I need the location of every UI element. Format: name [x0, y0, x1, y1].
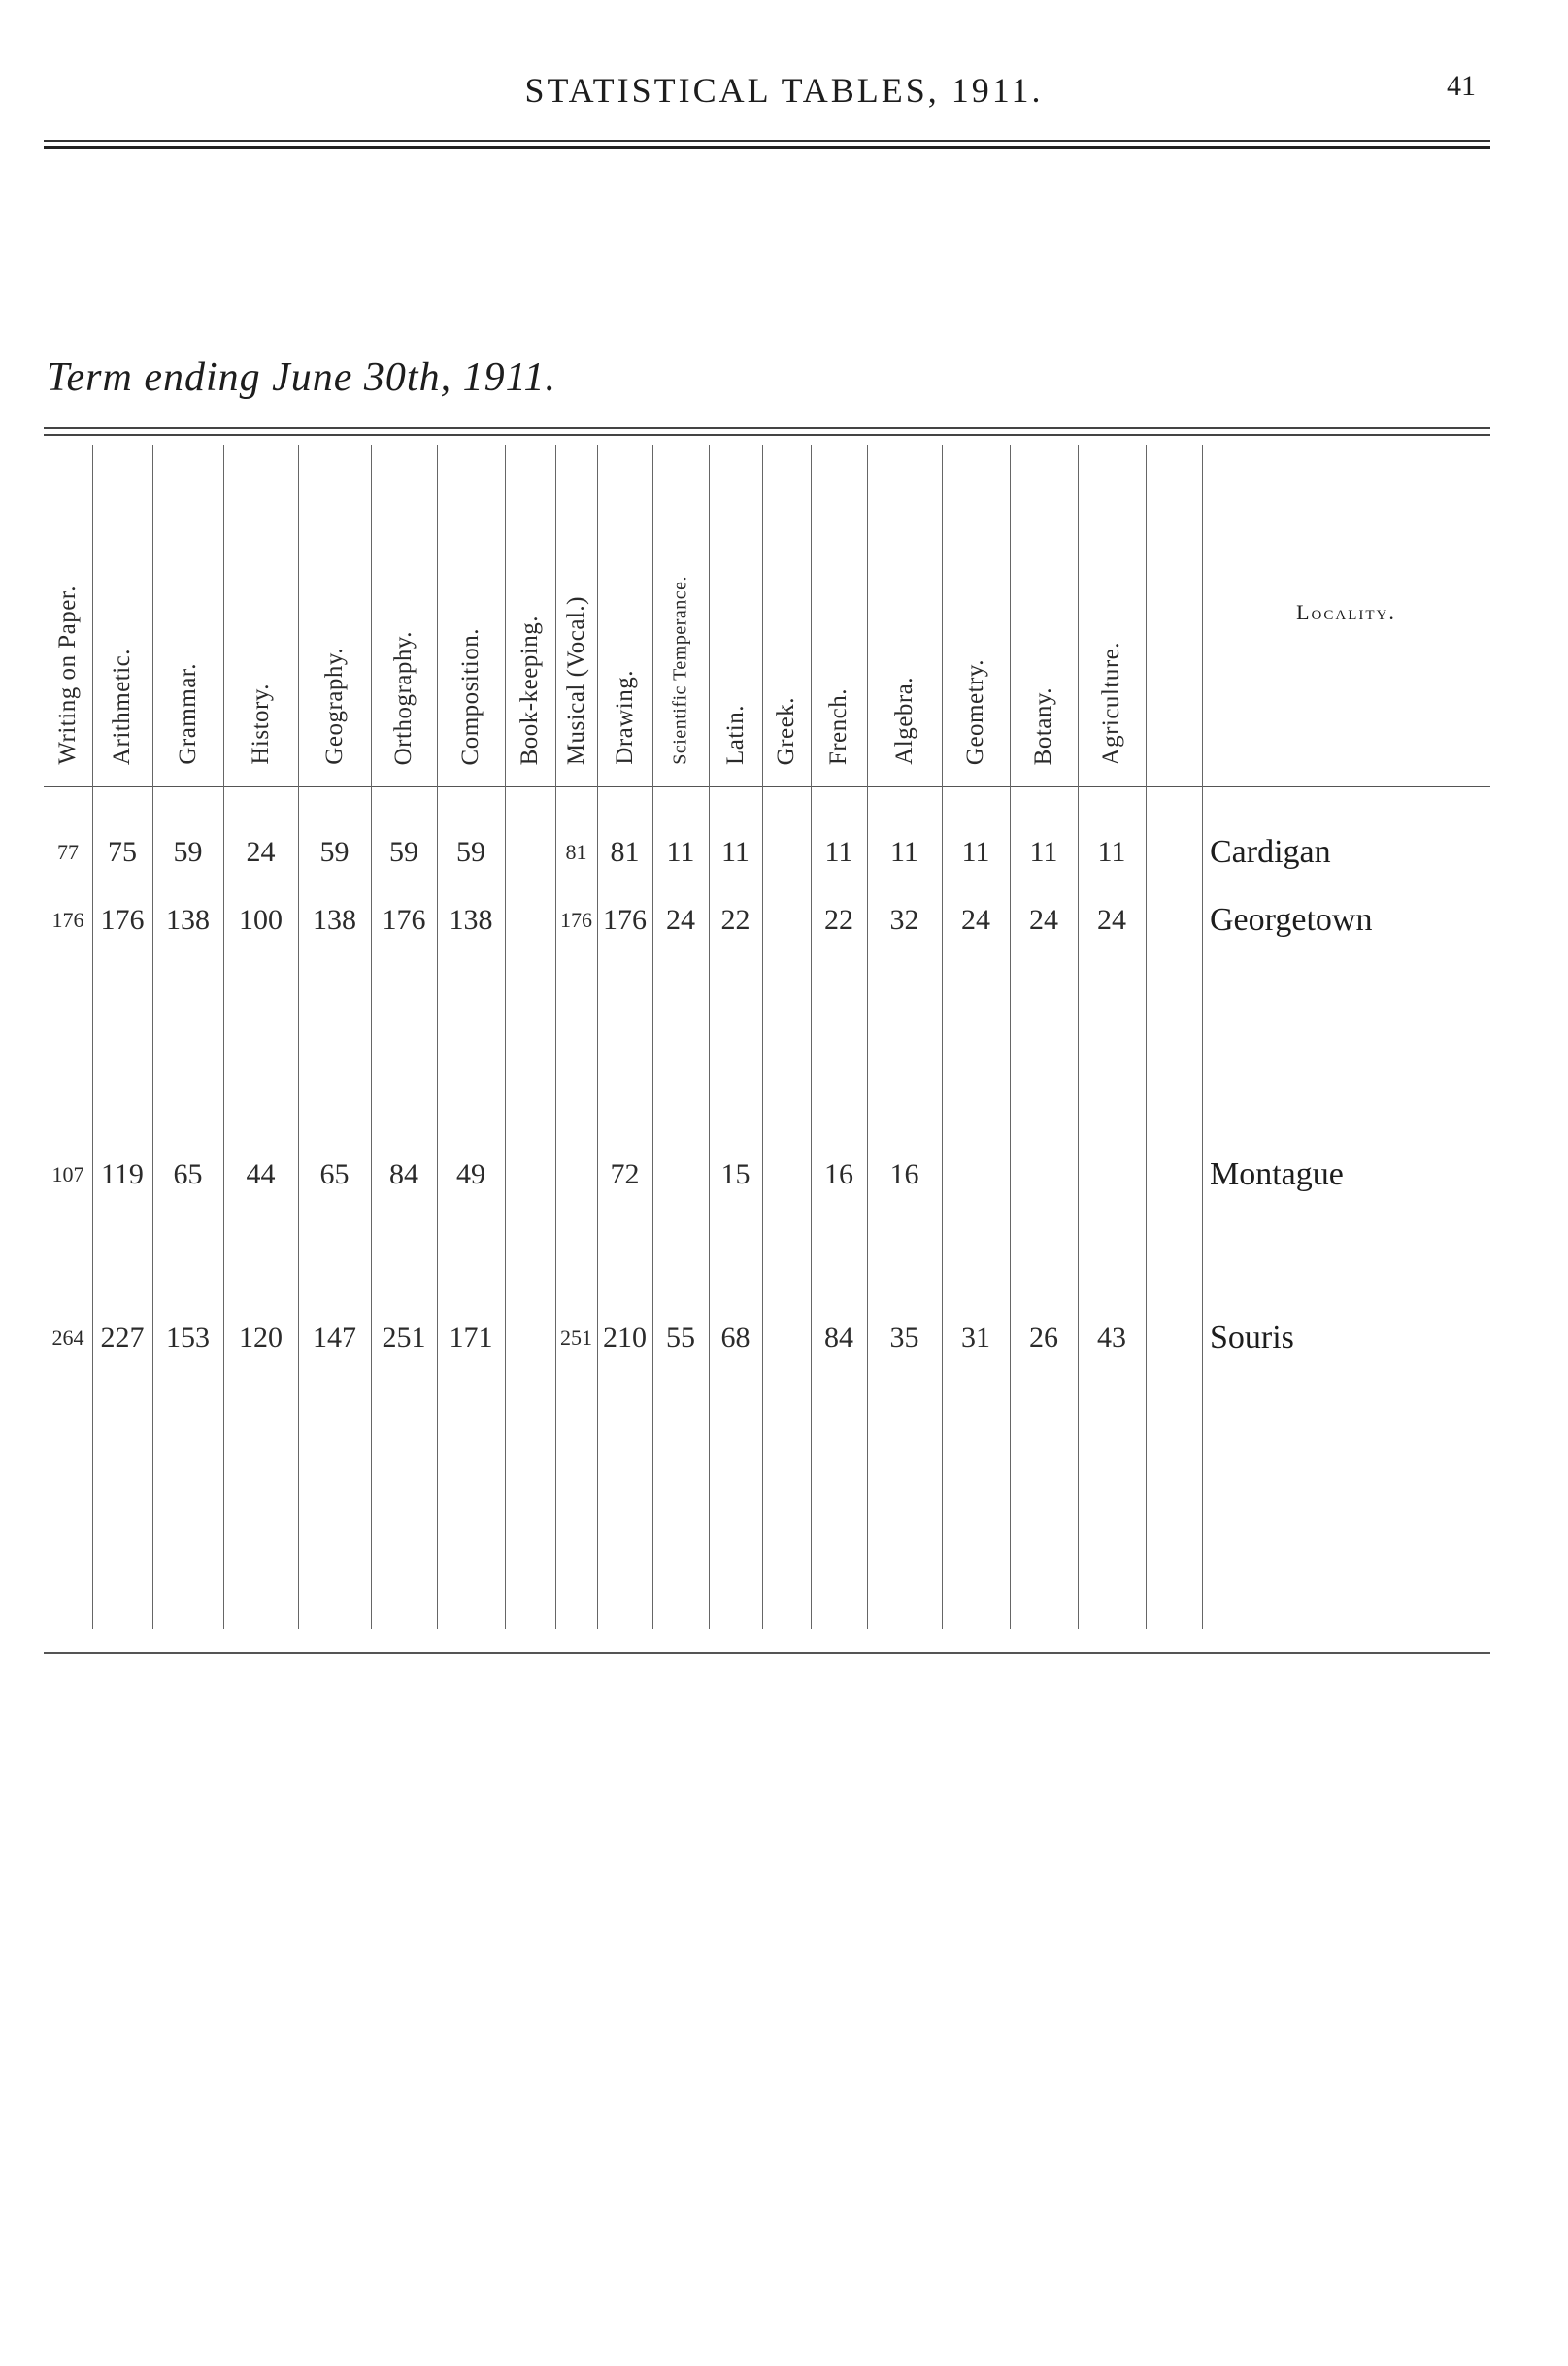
column-header-label: Writing on Paper.: [54, 585, 81, 765]
column-header: [652, 445, 709, 786]
column-header-label: History.: [247, 683, 274, 765]
column-header: [152, 445, 223, 786]
table-cell: 210: [603, 1321, 647, 1353]
column-header-label: Orthography.: [390, 630, 417, 765]
column-header: [298, 445, 371, 786]
column-rule: [762, 445, 763, 1629]
table-cell: 100: [239, 904, 283, 936]
table-cell: 65: [319, 1158, 350, 1190]
column-header-label: Arithmetic.: [109, 648, 135, 765]
table-cell: 72: [610, 1158, 640, 1190]
column-rule: [1010, 445, 1011, 1629]
term-heading: Term ending June 30th, 1911.: [47, 355, 556, 400]
table-cell: [1078, 1157, 1146, 1192]
table-cell: 16: [824, 1158, 853, 1190]
table-cell: 138: [449, 904, 493, 936]
table-cell: 26: [1029, 1321, 1058, 1353]
table-cell: 24: [1029, 904, 1058, 936]
table-cell: 77: [57, 840, 79, 864]
table-cell: 176: [51, 908, 84, 932]
table-cell: 11: [961, 836, 990, 868]
table-cell: 138: [166, 904, 210, 936]
table-cell: 49: [456, 1158, 485, 1190]
column-header: [1078, 445, 1146, 786]
table-cell: 120: [239, 1321, 283, 1353]
column-header: [597, 445, 652, 786]
table-cell: 59: [173, 836, 203, 868]
column-rule: [223, 445, 224, 1629]
column-header-label: Geometry.: [962, 658, 988, 765]
column-rule: [1078, 445, 1079, 1629]
column-rule: [152, 445, 153, 1629]
table-cell: 176: [100, 904, 145, 936]
table-cell: 59: [319, 836, 350, 868]
table-cell: [762, 903, 811, 938]
locality-cell: Georgetown: [1210, 902, 1373, 938]
table-cell: 75: [108, 836, 137, 868]
column-rule: [867, 445, 868, 1629]
locality-cell: Montague: [1210, 1156, 1344, 1192]
column-rule: [555, 445, 556, 1629]
table-cell: 31: [961, 1321, 990, 1353]
table-cell: 153: [166, 1321, 210, 1353]
locality-cell: Cardigan: [1210, 834, 1331, 870]
column-rule: [92, 445, 93, 1629]
column-header-label: Grammar.: [174, 663, 201, 765]
header-rule: [44, 140, 1490, 149]
table-bottom-rule: [44, 1652, 1490, 1654]
column-rule: [1146, 445, 1147, 1629]
column-header: [555, 445, 597, 786]
table-cell: 84: [389, 1158, 418, 1190]
table-cell: [652, 1157, 709, 1192]
table-cell: [555, 1157, 597, 1192]
column-header-label: Scientific Temperance.: [669, 576, 691, 765]
table-cell: 35: [889, 1321, 919, 1353]
column-rule: [942, 445, 943, 1629]
table-cell: 16: [889, 1158, 919, 1190]
page-number: 41: [1447, 70, 1476, 102]
table-cell: 227: [100, 1321, 145, 1353]
table-cell: [505, 835, 555, 870]
column-header: [811, 445, 867, 786]
table-cell: 147: [313, 1321, 356, 1353]
table-top-rule: [44, 427, 1490, 436]
table-cell: [505, 1157, 555, 1192]
column-header: [1010, 445, 1078, 786]
table-cell: 171: [449, 1321, 493, 1353]
table-cell: 251: [382, 1321, 426, 1353]
column-header-label: Musical (Vocal.): [562, 595, 589, 765]
column-header: [709, 445, 762, 786]
column-header-label: Botany.: [1030, 686, 1056, 765]
table-cell: [762, 835, 811, 870]
column-header: [223, 445, 298, 786]
locality-column-header: Locality.: [1296, 600, 1396, 624]
column-rule: [652, 445, 653, 1629]
table-cell: 119: [101, 1158, 144, 1190]
column-header-label: French.: [825, 687, 851, 765]
table-cell: [505, 903, 555, 938]
column-rule: [811, 445, 812, 1629]
column-header: [867, 445, 942, 786]
table-cell: [762, 1157, 811, 1192]
table-cell: 176: [382, 904, 426, 936]
table-cell: 24: [246, 836, 276, 868]
column-rule: [597, 445, 598, 1629]
column-rule: [437, 445, 438, 1629]
table-header-rule: [44, 786, 1490, 787]
table-cell: 107: [51, 1162, 84, 1186]
column-header: [762, 445, 811, 786]
table-cell: 11: [1097, 836, 1126, 868]
table-cell: 176: [560, 908, 592, 932]
column-header-label: Algebra.: [890, 677, 917, 765]
table-cell: 15: [720, 1158, 751, 1190]
table-cell: [1010, 1157, 1078, 1192]
column-header-label: Greek.: [773, 696, 799, 765]
table-cell: 11: [666, 836, 695, 868]
table-cell: 24: [1097, 904, 1126, 936]
column-header-label: Drawing.: [611, 670, 638, 765]
table-cell: [505, 1320, 555, 1355]
table-cell: 84: [824, 1321, 853, 1353]
column-header-label: Book-keeping.: [517, 615, 543, 765]
table-cell: 11: [824, 836, 853, 868]
table-cell: 264: [51, 1325, 84, 1350]
statistics-table: [44, 427, 1490, 1660]
table-cell: 22: [824, 904, 853, 936]
page-header: [0, 70, 1568, 128]
table-cell: 43: [1097, 1321, 1126, 1353]
table-cell: 55: [666, 1321, 695, 1353]
table-cell: 11: [1029, 836, 1058, 868]
column-header: [92, 445, 152, 786]
column-header: [44, 445, 92, 786]
column-header: [437, 445, 505, 786]
table-cell: 11: [890, 836, 918, 868]
page-title: STATISTICAL TABLES, 1911.: [524, 71, 1044, 110]
column-header: [371, 445, 437, 786]
table-cell: 138: [313, 904, 356, 936]
table-cell: 68: [720, 1321, 751, 1353]
table-cell: 251: [560, 1325, 592, 1350]
column-rule: [709, 445, 710, 1629]
table-cell: 32: [889, 904, 919, 936]
column-header-label: Latin.: [721, 704, 749, 765]
column-rule: [298, 445, 299, 1629]
column-rule: [371, 445, 372, 1629]
table-cell: 65: [173, 1158, 203, 1190]
table-cell: 22: [720, 904, 751, 936]
column-header-label: Composition.: [457, 627, 484, 765]
table-cell: 24: [666, 904, 695, 936]
table-cell: 176: [603, 904, 647, 936]
table-cell: 81: [565, 840, 587, 864]
table-cell: 59: [389, 836, 418, 868]
table-cell: 11: [721, 836, 750, 868]
table-cell: 24: [961, 904, 990, 936]
column-header: [505, 445, 555, 786]
column-header-label: Geography.: [320, 648, 348, 765]
column-header: [942, 445, 1010, 786]
table-cell: [762, 1320, 811, 1355]
table-cell: 59: [456, 836, 485, 868]
column-header-label: Agriculture.: [1098, 641, 1124, 765]
locality-cell: Souris: [1210, 1319, 1294, 1355]
table-cell: [942, 1157, 1010, 1192]
table-cell: 81: [610, 836, 640, 868]
table-cell: 44: [246, 1158, 276, 1190]
column-rule: [505, 445, 506, 1629]
